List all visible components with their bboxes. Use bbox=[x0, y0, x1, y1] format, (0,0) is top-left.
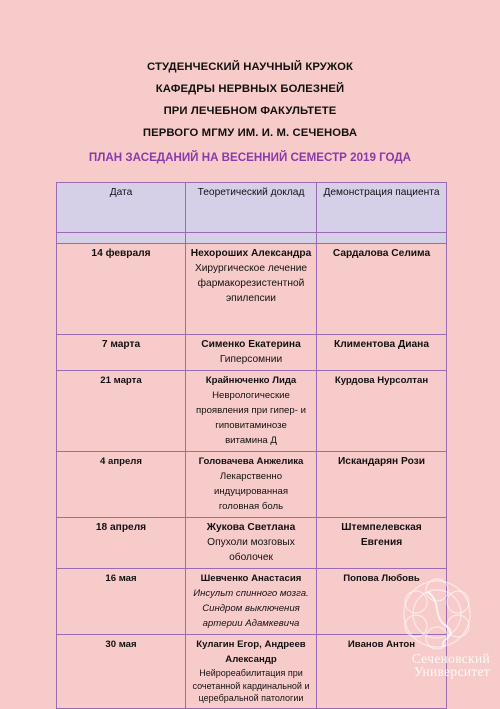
row-topic: Гиперсомнии bbox=[219, 354, 283, 365]
university-name-line-2: Университет bbox=[413, 664, 490, 679]
university-name-line-1: Сеченовский bbox=[411, 651, 490, 666]
row-patient: Сардалова Селима bbox=[317, 244, 447, 335]
row-patient: Искандарян Рози bbox=[317, 452, 447, 518]
header-line-1: СТУДЕНЧЕСКИЙ НАУЧНЫЙ КРУЖОК bbox=[147, 61, 353, 73]
table-row bbox=[57, 518, 447, 569]
row-report bbox=[186, 635, 317, 709]
row-report bbox=[186, 371, 317, 452]
university-logo-watermark bbox=[374, 568, 494, 678]
row-patient: Штемпелевская Евгения bbox=[317, 518, 447, 569]
row-speaker: Шевченко Анастасия bbox=[200, 573, 302, 584]
row-date: 21 марта bbox=[57, 371, 186, 452]
row-report bbox=[186, 518, 317, 569]
row-topic: Неврологические проявления при гипер- и гиповитаминозе витамина Д bbox=[196, 390, 306, 446]
column-header-report: Теоретический доклад bbox=[186, 183, 317, 233]
row-speaker: Головачева Анжелика bbox=[198, 456, 304, 467]
flower-emblem-icon bbox=[398, 576, 476, 652]
column-header-date: Дата bbox=[57, 183, 186, 233]
plan-title: ПЛАН ЗАСЕДАНИЙ НА ВЕСЕННИЙ СЕМЕСТР 2019 ГОДА bbox=[88, 151, 412, 164]
row-topic: Опухоли мозговых оболочек bbox=[207, 537, 295, 563]
row-report bbox=[186, 244, 317, 335]
row-patient: Иванов Антон bbox=[317, 635, 447, 709]
table-row bbox=[57, 371, 447, 452]
row-speaker: Крайнюченко Лида bbox=[205, 375, 297, 386]
header-line-4: ПЕРВОГО МГМУ ИМ. И. М. СЕЧЕНОВА bbox=[142, 127, 358, 139]
table-row bbox=[57, 335, 447, 371]
document-header bbox=[0, 56, 500, 166]
university-name bbox=[412, 652, 490, 678]
row-date: 18 апреля bbox=[57, 518, 186, 569]
table-spacer-row bbox=[57, 233, 447, 244]
row-topic: Хирургическое лечение фармакорезистентной эпилепсии bbox=[194, 263, 308, 304]
column-header-patient: Демонстрация пациента bbox=[317, 183, 447, 233]
row-patient: Курдова Нурсолтан bbox=[317, 371, 447, 452]
row-speaker: Сименко Екатерина bbox=[201, 339, 301, 350]
row-topic: Лекарственно индуцированная головная боль bbox=[213, 471, 289, 512]
row-topic: Инсульт спинного мозга. Синдром выключения артерии Адамкевича bbox=[193, 588, 309, 629]
table-row bbox=[57, 244, 447, 335]
row-date: 7 марта bbox=[57, 335, 186, 371]
row-speaker: Жукова Светлана bbox=[206, 522, 296, 533]
table-row bbox=[57, 452, 447, 518]
row-report bbox=[186, 335, 317, 371]
row-patient: Попова Любовь bbox=[317, 569, 447, 635]
row-patient: Климентова Диана bbox=[317, 335, 447, 371]
row-report bbox=[186, 452, 317, 518]
row-date: 4 апреля bbox=[57, 452, 186, 518]
row-date: 30 мая bbox=[57, 635, 186, 709]
row-date: 16 мая bbox=[57, 569, 186, 635]
row-speaker: Нехороших Александра bbox=[190, 248, 312, 259]
row-report bbox=[186, 569, 317, 635]
row-speaker: Кулагин Егор, Андреев Александр bbox=[196, 639, 306, 665]
header-line-2: КАФЕДРЫ НЕРВНЫХ БОЛЕЗНЕЙ bbox=[155, 83, 345, 95]
row-date: 14 февраля bbox=[57, 244, 186, 335]
row-topic: Нейрореабилитация при сочетанной кардинальной и церебральной патологии bbox=[192, 668, 310, 703]
header-line-3: ПРИ ЛЕЧЕБНОМ ФАКУЛЬТЕТЕ bbox=[163, 105, 337, 117]
table-header-row bbox=[57, 183, 447, 233]
